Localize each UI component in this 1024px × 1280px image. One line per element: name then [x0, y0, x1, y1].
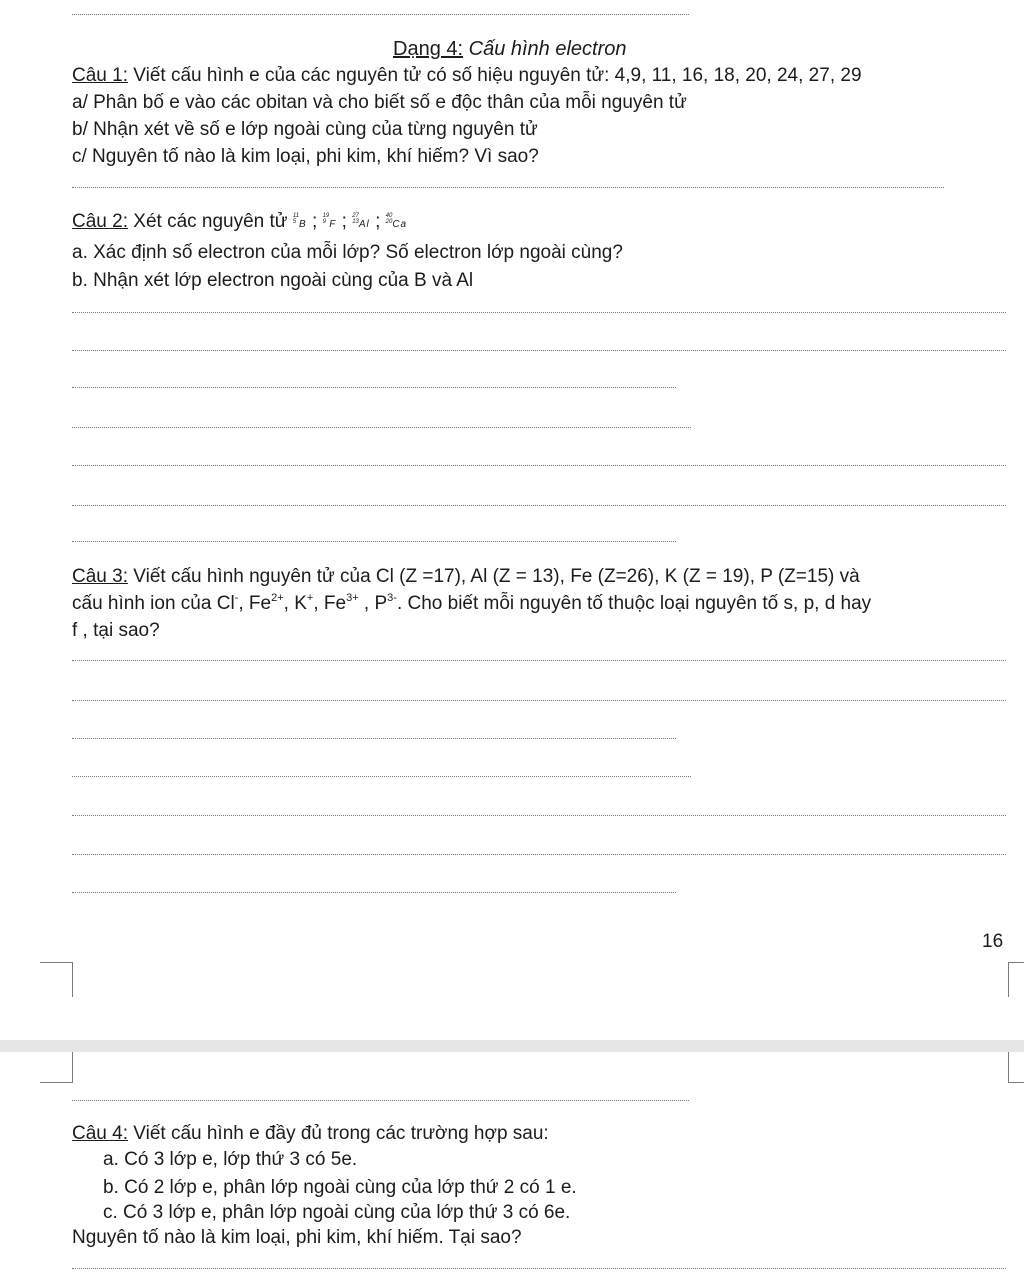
answer-line: [72, 1100, 689, 1101]
section-label: Dạng 4:: [393, 38, 464, 60]
question-2: Câu 2: Xét các nguyên tử 11 5 B ; 19 9 F ; 27 13Al ; 40 20Ca: [72, 210, 407, 237]
question-4a: a. Có 3 lớp e, lớp thứ 3 có 5e.: [103, 1149, 358, 1170]
answer-line: [72, 187, 944, 188]
answer-line: [72, 350, 1006, 351]
question-4: [72, 1122, 549, 1146]
crop-mark: [40, 1052, 73, 1083]
answer-line: [72, 776, 691, 777]
question-1: [72, 64, 862, 88]
question-4d: Nguyên tố nào là kim loại, phi kim, khí hiếm. Tại sao?: [72, 1227, 522, 1248]
question-2a: a. Xác định số electron của mỗi lớp? Số electron lớp ngoài cùng?: [72, 242, 623, 263]
answer-line: [72, 815, 1006, 816]
question-4c: c. Có 3 lớp e, phân lớp ngoài cùng của lớp thứ 3 có 6e.: [103, 1202, 571, 1223]
answer-line: [72, 387, 676, 388]
section-heading: Cấu hình electron: [468, 38, 627, 60]
question-label: Câu 2:: [72, 211, 128, 232]
answer-line: [72, 700, 1006, 701]
question-1a: a/ Phân bố e vào các obitan và cho biết số e độc thân của mỗi nguyên tử: [72, 92, 687, 113]
section-title: [393, 37, 627, 61]
crop-mark: [1008, 962, 1024, 997]
answer-line: [72, 541, 676, 542]
answer-line: [72, 738, 676, 739]
question-1b: b/ Nhận xét về số e lớp ngoài cùng của từng nguyên tử: [72, 119, 538, 140]
question-2b: b. Nhận xét lớp electron ngoài cùng của B và Al: [72, 270, 474, 291]
question-4b: b. Có 2 lớp e, phân lớp ngoài cùng của lớp thứ 2 có 1 e.: [103, 1177, 577, 1198]
question-label: Câu 4:: [72, 1123, 128, 1144]
answer-line: [72, 892, 676, 893]
page-separator: [0, 1040, 1024, 1052]
answer-line: [72, 465, 1006, 466]
crop-mark: [40, 962, 73, 997]
answer-line: [72, 854, 1006, 855]
isotope-ca: 40 20Ca: [385, 213, 408, 230]
answer-line: [72, 312, 1006, 313]
isotope-al: 27 13Al: [352, 213, 370, 230]
question-3-ions: cấu hình ion của Cl-, $Fe^{2+}$, K+, $Fe^{3+}$ , $P^{3-}$. Cho biết mỗi nguyên tố thuộc loại nguyên tố s, p, d hay: [72, 591, 872, 614]
question-text: Xét các nguyên tử: [133, 211, 288, 232]
page-number: 16: [982, 931, 1004, 952]
answer-line: [72, 14, 689, 15]
isotope-b: 11 5 B: [292, 213, 307, 230]
question-text: Viết cấu hình e đầy đủ trong các trường hợp sau:: [133, 1123, 549, 1144]
question-label: Câu 1:: [72, 65, 128, 86]
question-text: Viết cấu hình nguyên tử của Cl (Z =17), Al (Z = 13), Fe (Z=26), K (Z = 19), P (Z=15) và: [133, 566, 860, 587]
question-label: Câu 3:: [72, 566, 128, 587]
answer-line: [72, 1268, 1006, 1269]
answer-line: [72, 427, 691, 428]
document-page-2: [0, 1052, 1024, 1280]
answer-line: [72, 505, 1006, 506]
isotope-f: 19 9 F: [322, 213, 337, 230]
question-text: Viết cấu hình e của các nguyên tử có số hiệu nguyên tử: 4,9, 11, 16, 18, 20, 24, 27, 29: [133, 65, 862, 86]
answer-line: [72, 660, 1006, 661]
crop-mark: [1008, 1052, 1024, 1083]
question-1c: c/ Nguyên tố nào là kim loại, phi kim, khí hiếm? Vì sao?: [72, 146, 539, 167]
question-3-line3: f , tại sao?: [72, 620, 160, 641]
question-3: [72, 565, 860, 589]
